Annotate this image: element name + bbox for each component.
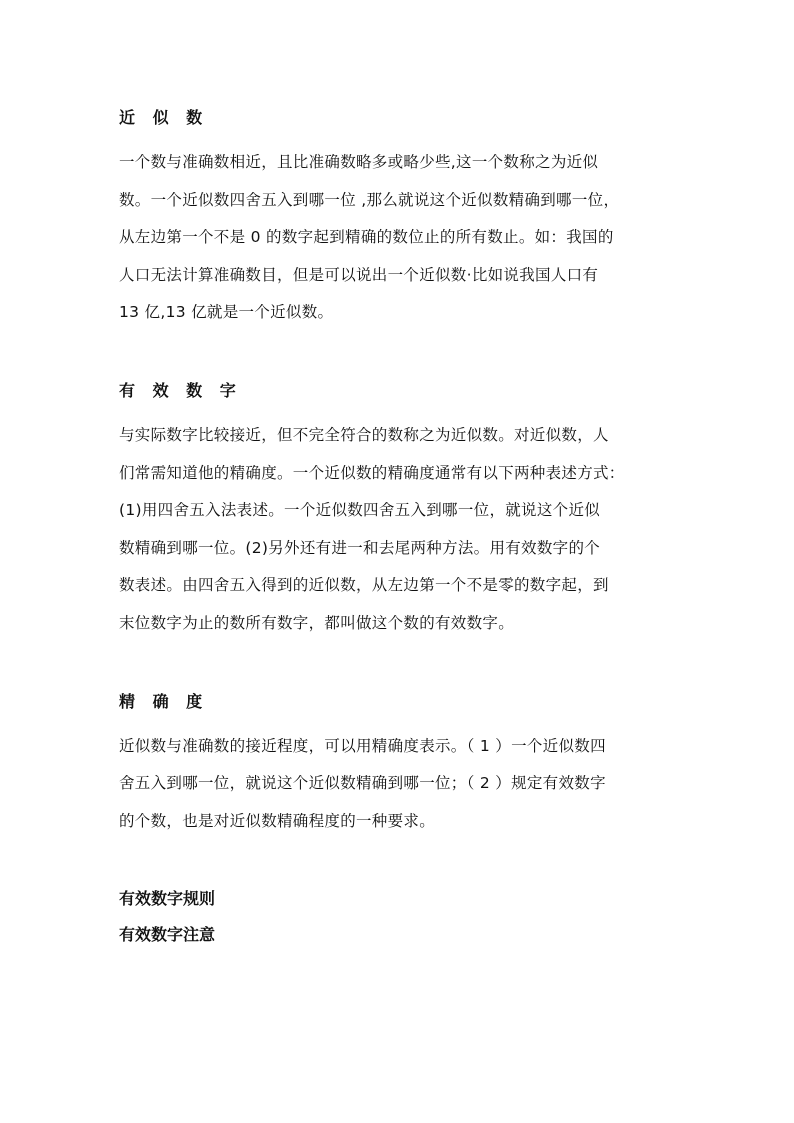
paragraph-line: 的个数，也是对近似数精确程度的一种要求。 <box>119 811 436 830</box>
paragraph-line: 近似数与准确数的接近程度，可以用精确度表示。（ 1 ）一个近似数四 <box>119 736 606 755</box>
paragraph-precision <box>119 728 679 841</box>
paragraph-line: 末位数字为止的数所有数字，都叫做这个数的有效数字。 <box>119 613 515 632</box>
paragraph-line: 人口无法计算准确数目，但是可以说出一个近似数·比如说我国人口有 <box>119 265 599 284</box>
paragraph-line: 们常需知道他的精确度。一个近似数的精确度通常有以下两种表述方式： <box>119 463 625 482</box>
paragraph-line: 与实际数字比较接近，但不完全符合的数称之为近似数。对近似数，人 <box>119 425 609 444</box>
paragraph-line: (1)用四舍五入法表述。一个近似数四舍五入到哪一位，就说这个近似 <box>119 501 601 520</box>
section-title-precision: 精 确 度 <box>119 691 209 711</box>
paragraph-line: 13 亿,13 亿就是一个近似数。 <box>119 303 334 322</box>
paragraph-line: 数。一个近似数四舍五入到哪一位 ,那么就说这个近似数精确到哪一位， <box>119 190 620 209</box>
heading-significant-figure-notes: 有效数字注意 <box>119 925 216 945</box>
paragraph-line: 从左边第一个不是 0 的数字起到精确的数位止的所有数止。如：我国的 <box>119 228 614 247</box>
section-title-significant-figures: 有 效 数 字 <box>119 380 242 400</box>
paragraph-line: 数精确到哪一位。(2)另外还有进一和去尾两种方法。用有效数字的个 <box>119 538 601 557</box>
paragraph-line: 舍五入到哪一位，就说这个近似数精确到哪一位；（ 2 ）规定有效数字 <box>119 774 606 793</box>
paragraph-line: 一个数与准确数相近，且比准确数略多或略少些,这一个数称之为近似 <box>119 153 599 171</box>
paragraph-significant-figures <box>119 417 679 643</box>
paragraph-line: 数表述。由四舍五入得到的近似数，从左边第一个不是零的数字起，到 <box>119 576 609 595</box>
section-title-approximate-number: 近 似 数 <box>119 108 209 127</box>
document-content <box>119 104 679 949</box>
paragraph-approximate-number <box>119 144 679 332</box>
heading-significant-figure-rules: 有效数字规则 <box>119 889 216 909</box>
